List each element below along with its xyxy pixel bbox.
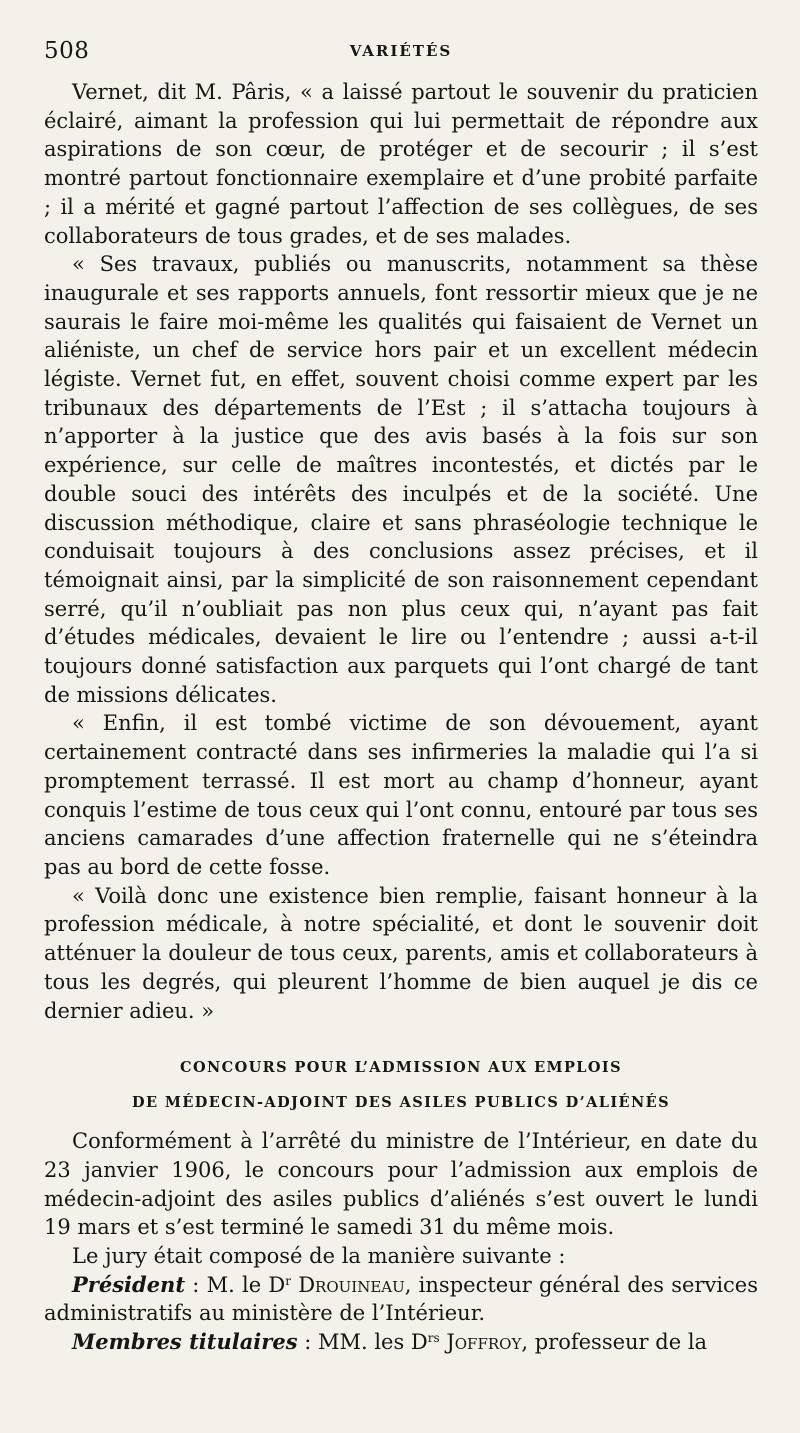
members-sup: rs [427, 1331, 440, 1346]
jury-line: Le jury était composé de la manière suivante : [72, 1244, 566, 1269]
members-label: Membres titulaires [72, 1329, 298, 1355]
president-label: Président [72, 1271, 186, 1297]
members-rest: , professeur de la [521, 1330, 708, 1355]
president-line [44, 1271, 758, 1328]
running-title: VARIÉTÉS [349, 42, 453, 60]
president-sup: r [285, 1273, 291, 1288]
paragraph-4: « Voilà donc une existence bien remplie, faisant honneur à la profession médicale, à notre spécialité, et dont le souvenir doit atténuer la douleur de tous ceux, parents, amis et collaborateurs à tous les degrés, qui pleurent l’homme de bien auquel je dis ce dernier adieu. » [44, 883, 758, 1023]
paragraph-2: « Ses travaux, publiés ou manuscrits, notamment sa thèse inaugurale et ses rapports annuels, font ressortir mieux que je ne saurais le faire moi-même les qualités qui faisaient de Vernet un aliéniste, un chef de service hors pair et un excellent médecin légiste. Vernet fut, en effet, souvent choisi comme expert par les tribunaux des départements de l’Est ; il s’attacha toujours à n’apporter à la justice que des avis basés à la fois sur son expérience, sur celle de maîtres incontestés, et dictés par le double souci des intérêts des inculpés et de la société. Une discussion méthodique, claire et sans phraséologie technique le conduisait toujours à des conclusions assez précises, et il témoignait ainsi, par la simplicité de son raisonnement cependant serré, qu’il n’oubliait pas non plus ceux qui, n’ayant pas fait d’études médicales, devaient le lire ou l’entendre ; aussi a-t-il toujours donné satisfaction aux parquets qui l’ont chargé de tant de missions délicates. [44, 252, 758, 707]
paragraph-1: Vernet, dit M. Pâris, « a laissé partout le souvenir du praticien éclairé, aimant la profession qui lui permettait de répondre aux aspirations de son cœur, de protéger et de secourir ; il s’est montré partout fonctionnaire exemplaire et d’une probité parfaite ; il a mérité et gagné partout l’affection de ses collègues, de ses collaborateurs de tous grades, et de ses malades. [44, 80, 758, 248]
running-header [44, 38, 758, 78]
president-rest: , inspecteur général des services administratifs au ministère de l’Intérieur. [44, 1272, 758, 1326]
members-prefix: : MM. les D [297, 1330, 428, 1355]
document-body [44, 78, 758, 1357]
members-name: Joffroy [446, 1330, 522, 1355]
page-number: 508 [44, 38, 90, 64]
paragraph-3: « Enfin, il est tombé victime de son dévouement, ayant certainement contracté dans ses infirmeries la maladie qui l’a si promptement terrassé. Il est mort au champ d’honneur, ayant conquis l’estime de tous ceux qui l’ont connu, entouré par tous ses anciens camarades d’une affection fraternelle qui ne s’éteindra pas au bord de cette fosse. [44, 711, 758, 879]
president-name: Drouineau [298, 1272, 405, 1297]
section-intro: Conformément à l’arrêté du ministre de l’Intérieur, en date du 23 janvier 1906, le concours pour l’admission aux emplois de médecin-adjoint des asiles publics d’aliénés s’est ouvert le lundi 19 mars et s’est terminé le samedi 31 du même mois. [44, 1129, 758, 1240]
section-heading-line-2: DE MÉDECIN-ADJOINT DES ASILES PUBLICS D’ALIÉNÉS [132, 1094, 670, 1112]
section-heading-line-1: CONCOURS POUR L’ADMISSION AUX EMPLOIS [180, 1059, 622, 1077]
president-prefix: : M. le D [185, 1272, 286, 1297]
members-line [44, 1328, 758, 1357]
